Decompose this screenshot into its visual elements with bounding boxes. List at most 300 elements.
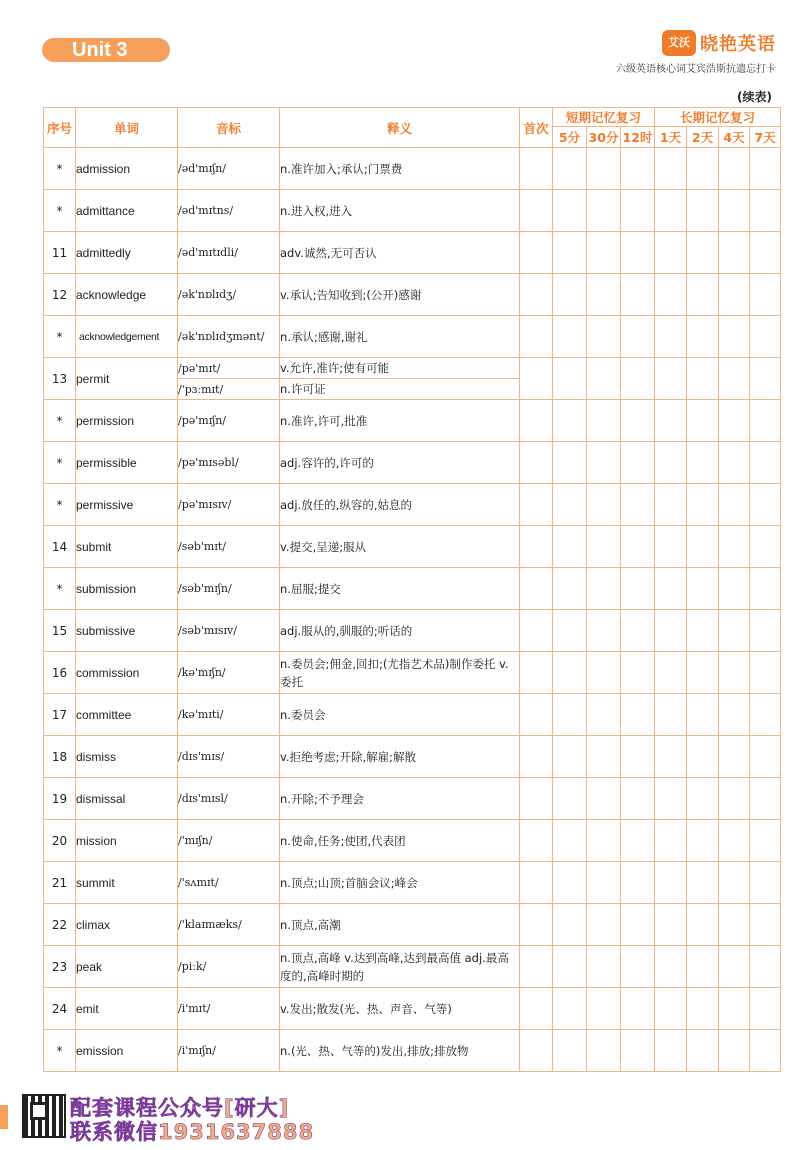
review-check-cell[interactable]	[750, 1030, 781, 1072]
word-cell: admission	[76, 148, 178, 190]
review-check-cell[interactable]	[750, 988, 781, 1030]
review-check-cell[interactable]	[687, 526, 719, 568]
review-check-cell[interactable]	[655, 442, 687, 484]
review-check-cell[interactable]	[719, 862, 750, 904]
first-check-cell[interactable]	[520, 736, 553, 778]
table-row	[44, 442, 781, 484]
header-long-review: 长期记忆复习	[655, 108, 781, 127]
review-check-cell[interactable]	[553, 274, 587, 316]
review-check-cell[interactable]	[655, 652, 687, 694]
review-check-cell[interactable]	[687, 652, 719, 694]
brand-logo-icon: 艾沃	[662, 30, 696, 56]
review-check-cell[interactable]	[655, 526, 687, 568]
review-check-cell[interactable]	[587, 232, 621, 274]
review-check-cell[interactable]	[750, 862, 781, 904]
review-check-cell[interactable]	[687, 358, 719, 400]
review-check-cell[interactable]	[750, 484, 781, 526]
first-check-cell[interactable]	[520, 778, 553, 820]
review-check-cell[interactable]	[655, 274, 687, 316]
table-row	[44, 190, 781, 232]
review-check-cell[interactable]	[655, 148, 687, 190]
first-check-cell[interactable]	[520, 568, 553, 610]
review-check-cell[interactable]	[655, 736, 687, 778]
review-check-cell[interactable]	[587, 148, 621, 190]
review-check-cell[interactable]	[621, 358, 655, 400]
row-number: 11	[44, 232, 76, 274]
review-check-cell[interactable]	[587, 652, 621, 694]
table-row	[44, 988, 781, 1030]
review-check-cell[interactable]	[719, 316, 750, 358]
review-check-cell[interactable]	[587, 442, 621, 484]
table-row	[44, 862, 781, 904]
row-number: *	[44, 400, 76, 442]
table-row	[44, 946, 781, 988]
word-cell: emit	[76, 988, 178, 1030]
review-check-cell[interactable]	[719, 610, 750, 652]
table-row	[44, 736, 781, 778]
review-check-cell[interactable]	[621, 610, 655, 652]
review-check-cell[interactable]	[587, 862, 621, 904]
review-check-cell[interactable]	[587, 988, 621, 1030]
review-check-cell[interactable]	[553, 400, 587, 442]
table-row	[44, 232, 781, 274]
first-check-cell[interactable]	[520, 652, 553, 694]
review-check-cell[interactable]	[750, 568, 781, 610]
review-check-cell[interactable]	[750, 904, 781, 946]
row-number: 13	[44, 358, 76, 400]
review-check-cell[interactable]	[621, 862, 655, 904]
meaning-cell: n.顶点,高潮	[280, 904, 520, 946]
review-check-cell[interactable]	[587, 316, 621, 358]
review-check-cell[interactable]	[655, 778, 687, 820]
review-check-cell[interactable]	[621, 652, 655, 694]
header-short-col: 30分	[587, 127, 621, 148]
review-check-cell[interactable]	[719, 820, 750, 862]
phonetic-cell: /kə'mɪti/	[178, 694, 280, 736]
phonetic-cell: /dɪs'mɪsl/	[178, 778, 280, 820]
first-check-cell[interactable]	[520, 442, 553, 484]
review-check-cell[interactable]	[621, 820, 655, 862]
meaning-cell: n.进入权,进入	[280, 190, 520, 232]
review-check-cell[interactable]	[587, 358, 621, 400]
review-check-cell[interactable]	[719, 232, 750, 274]
footer-promo	[0, 1090, 330, 1145]
review-check-cell[interactable]	[687, 316, 719, 358]
review-check-cell[interactable]	[750, 820, 781, 862]
vocab-table	[43, 107, 781, 1072]
word-cell: permit	[76, 358, 178, 400]
review-check-cell[interactable]	[719, 400, 750, 442]
table-row	[44, 316, 781, 358]
meaning-cell: n.委员会	[280, 694, 520, 736]
review-check-cell[interactable]	[687, 694, 719, 736]
row-number: 17	[44, 694, 76, 736]
review-check-cell[interactable]	[621, 484, 655, 526]
review-check-cell[interactable]	[553, 1030, 587, 1072]
first-check-cell[interactable]	[520, 190, 553, 232]
row-number: *	[44, 568, 76, 610]
phonetic-cell: /səb'mɪʃn/	[178, 568, 280, 610]
review-check-cell[interactable]	[687, 862, 719, 904]
table-row	[44, 1030, 781, 1072]
review-check-cell[interactable]	[655, 904, 687, 946]
row-number: 20	[44, 820, 76, 862]
review-check-cell[interactable]	[553, 190, 587, 232]
phonetic-cell: /kə'mɪʃn/	[178, 652, 280, 694]
row-number: *	[44, 316, 76, 358]
table-row	[44, 778, 781, 820]
review-check-cell[interactable]	[587, 1030, 621, 1072]
review-check-cell[interactable]	[750, 946, 781, 988]
word-cell: admittedly	[76, 232, 178, 274]
qr-code-icon	[22, 1094, 66, 1138]
row-number: 21	[44, 862, 76, 904]
review-check-cell[interactable]	[621, 274, 655, 316]
word-cell: permission	[76, 400, 178, 442]
first-check-cell[interactable]	[520, 1030, 553, 1072]
first-check-cell[interactable]	[520, 148, 553, 190]
review-check-cell[interactable]	[750, 526, 781, 568]
phonetic-cell: /pə'mɪʃn/	[178, 400, 280, 442]
first-check-cell[interactable]	[520, 274, 553, 316]
row-number: *	[44, 190, 76, 232]
phonetic-cell: /'pɜːmɪt/	[178, 379, 280, 400]
meaning-cell: n.顶点;山顶;首脑会议;峰会	[280, 862, 520, 904]
review-check-cell[interactable]	[553, 358, 587, 400]
table-row	[44, 484, 781, 526]
review-check-cell[interactable]	[621, 190, 655, 232]
review-check-cell[interactable]	[719, 442, 750, 484]
review-check-cell[interactable]	[587, 820, 621, 862]
word-cell: commission	[76, 652, 178, 694]
review-check-cell[interactable]	[587, 694, 621, 736]
footer-line-1: 配套课程公众号[研大]	[70, 1096, 290, 1120]
row-number: *	[44, 1030, 76, 1072]
review-check-cell[interactable]	[621, 148, 655, 190]
table-row	[44, 568, 781, 610]
table-row	[44, 820, 781, 862]
meaning-cell: n.准许,许可,批准	[280, 400, 520, 442]
meaning-cell: n.准许加入;承认;门票费	[280, 148, 520, 190]
row-number: 18	[44, 736, 76, 778]
review-check-cell[interactable]	[750, 610, 781, 652]
row-number: 15	[44, 610, 76, 652]
table-row	[44, 652, 781, 694]
phonetic-cell: /ək'nɒlɪdʒmənt/	[178, 316, 280, 358]
header-word: 单词	[76, 108, 178, 148]
review-check-cell[interactable]	[719, 484, 750, 526]
review-check-cell[interactable]	[621, 316, 655, 358]
word-cell: permissive	[76, 484, 178, 526]
review-check-cell[interactable]	[655, 610, 687, 652]
word-cell: dismiss	[76, 736, 178, 778]
first-check-cell[interactable]	[520, 610, 553, 652]
row-number: *	[44, 442, 76, 484]
row-number: 19	[44, 778, 76, 820]
table-row	[44, 694, 781, 736]
first-check-cell[interactable]	[520, 946, 553, 988]
meaning-cell: n.委员会;佣金,回扣;(尤指艺术品)制作委托 v.委托	[280, 652, 520, 694]
review-check-cell[interactable]	[687, 400, 719, 442]
review-check-cell[interactable]	[621, 988, 655, 1030]
word-cell: submissive	[76, 610, 178, 652]
review-check-cell[interactable]	[687, 232, 719, 274]
header-num: 序号	[44, 108, 76, 148]
unit-label: Unit 3	[42, 38, 170, 62]
row-number: 16	[44, 652, 76, 694]
brand-subtitle: 六级英语核心词艾宾浩斯抗遗忘打卡	[616, 64, 776, 75]
review-check-cell[interactable]	[655, 232, 687, 274]
word-cell: submit	[76, 526, 178, 568]
meaning-cell: n.顶点,高峰 v.达到高峰,达到最高值 adj.最高度的,高峰时期的	[280, 946, 520, 988]
phonetic-cell: /səb'mɪt/	[178, 526, 280, 568]
first-check-cell[interactable]	[520, 862, 553, 904]
review-check-cell[interactable]	[587, 190, 621, 232]
review-check-cell[interactable]	[553, 946, 587, 988]
row-number: 24	[44, 988, 76, 1030]
word-cell: peak	[76, 946, 178, 988]
review-check-cell[interactable]	[587, 904, 621, 946]
review-check-cell[interactable]	[687, 442, 719, 484]
review-check-cell[interactable]	[587, 484, 621, 526]
review-check-cell[interactable]	[621, 778, 655, 820]
review-check-cell[interactable]	[719, 778, 750, 820]
first-check-cell[interactable]	[520, 988, 553, 1030]
review-check-cell[interactable]	[655, 988, 687, 1030]
header-long-col: 7天	[750, 127, 781, 148]
review-check-cell[interactable]	[553, 442, 587, 484]
review-check-cell[interactable]	[553, 988, 587, 1030]
review-check-cell[interactable]	[750, 148, 781, 190]
review-check-cell[interactable]	[750, 442, 781, 484]
meaning-cell: adv.诚然,无可否认	[280, 232, 520, 274]
review-check-cell[interactable]	[553, 148, 587, 190]
review-check-cell[interactable]	[553, 316, 587, 358]
review-check-cell[interactable]	[587, 400, 621, 442]
review-check-cell[interactable]	[655, 316, 687, 358]
row-number: 23	[44, 946, 76, 988]
meaning-cell: v.拒绝考虑;开除,解雇;解散	[280, 736, 520, 778]
phonetic-cell: /'sʌmɪt/	[178, 862, 280, 904]
review-check-cell[interactable]	[750, 736, 781, 778]
review-check-cell[interactable]	[719, 1030, 750, 1072]
row-number: 14	[44, 526, 76, 568]
review-check-cell[interactable]	[655, 358, 687, 400]
review-check-cell[interactable]	[621, 694, 655, 736]
review-check-cell[interactable]	[719, 988, 750, 1030]
first-check-cell[interactable]	[520, 820, 553, 862]
meaning-cell: n.许可证	[280, 379, 520, 400]
review-check-cell[interactable]	[655, 862, 687, 904]
review-check-cell[interactable]	[687, 820, 719, 862]
row-number: *	[44, 484, 76, 526]
review-check-cell[interactable]	[687, 736, 719, 778]
word-cell: submission	[76, 568, 178, 610]
header-first: 首次	[520, 108, 553, 148]
review-check-cell[interactable]	[621, 736, 655, 778]
meaning-cell: n.(光、热、气等的)发出,排放;排放物	[280, 1030, 520, 1072]
review-check-cell[interactable]	[750, 358, 781, 400]
meaning-cell: adj.放任的,纵容的,姑息的	[280, 484, 520, 526]
review-check-cell[interactable]	[587, 736, 621, 778]
meaning-cell: v.发出;散发(光、热、声音、气等)	[280, 988, 520, 1030]
header-meaning: 释义	[280, 108, 520, 148]
review-check-cell[interactable]	[621, 232, 655, 274]
review-check-cell[interactable]	[687, 946, 719, 988]
word-cell: mission	[76, 820, 178, 862]
review-check-cell[interactable]	[655, 190, 687, 232]
review-check-cell[interactable]	[587, 610, 621, 652]
review-check-cell[interactable]	[553, 694, 587, 736]
header-short-col: 12时	[621, 127, 655, 148]
phonetic-cell: /ək'nɒlɪdʒ/	[178, 274, 280, 316]
review-check-cell[interactable]	[587, 274, 621, 316]
review-check-cell[interactable]	[553, 526, 587, 568]
meaning-cell: n.使命,任务;使团,代表团	[280, 820, 520, 862]
review-check-cell[interactable]	[719, 190, 750, 232]
phonetic-cell: /pə'mɪt/	[178, 358, 280, 379]
word-cell: climax	[76, 904, 178, 946]
review-check-cell[interactable]	[687, 610, 719, 652]
review-check-cell[interactable]	[587, 526, 621, 568]
phonetic-cell: /pə'mɪsɪv/	[178, 484, 280, 526]
review-check-cell[interactable]	[553, 484, 587, 526]
review-check-cell[interactable]	[687, 1030, 719, 1072]
review-check-cell[interactable]	[719, 694, 750, 736]
header-phonetic: 音标	[178, 108, 280, 148]
table-row	[44, 274, 781, 316]
review-check-cell[interactable]	[587, 568, 621, 610]
review-check-cell[interactable]	[621, 442, 655, 484]
first-check-cell[interactable]	[520, 526, 553, 568]
review-check-cell[interactable]	[553, 652, 587, 694]
phonetic-cell: /i'mɪʃn/	[178, 1030, 280, 1072]
word-cell: acknowledgement	[76, 316, 178, 358]
phonetic-cell: /əd'mɪtns/	[178, 190, 280, 232]
header-short-review: 短期记忆复习	[553, 108, 655, 127]
table-row	[44, 148, 781, 190]
first-check-cell[interactable]	[520, 904, 553, 946]
review-check-cell[interactable]	[687, 274, 719, 316]
first-check-cell[interactable]	[520, 484, 553, 526]
review-check-cell[interactable]	[719, 274, 750, 316]
phonetic-cell: /əd'mɪtɪdli/	[178, 232, 280, 274]
phonetic-cell: /əd'mɪʃn/	[178, 148, 280, 190]
review-check-cell[interactable]	[655, 568, 687, 610]
review-check-cell[interactable]	[719, 568, 750, 610]
word-cell: admittance	[76, 190, 178, 232]
word-cell: committee	[76, 694, 178, 736]
table-row	[44, 526, 781, 568]
review-check-cell[interactable]	[553, 736, 587, 778]
review-check-cell[interactable]	[621, 526, 655, 568]
first-check-cell[interactable]	[520, 232, 553, 274]
table-row	[44, 904, 781, 946]
meaning-cell: adj.服从的,驯服的;听话的	[280, 610, 520, 652]
first-check-cell[interactable]	[520, 694, 553, 736]
review-check-cell[interactable]	[553, 568, 587, 610]
continued-label: (续表)	[737, 90, 772, 104]
word-cell: permissible	[76, 442, 178, 484]
word-cell: dismissal	[76, 778, 178, 820]
table-row	[44, 610, 781, 652]
table-row	[44, 358, 781, 379]
review-check-cell[interactable]	[719, 946, 750, 988]
row-number: *	[44, 148, 76, 190]
review-check-cell[interactable]	[750, 190, 781, 232]
review-check-cell[interactable]	[750, 274, 781, 316]
review-check-cell[interactable]	[655, 946, 687, 988]
review-check-cell[interactable]	[750, 316, 781, 358]
review-check-cell[interactable]	[621, 568, 655, 610]
meaning-cell: n.开除;不予理会	[280, 778, 520, 820]
review-check-cell[interactable]	[719, 652, 750, 694]
meaning-cell: adj.容许的,许可的	[280, 442, 520, 484]
first-check-cell[interactable]	[520, 316, 553, 358]
meaning-cell: v.提交,呈递;服从	[280, 526, 520, 568]
row-number: 12	[44, 274, 76, 316]
review-check-cell[interactable]	[687, 778, 719, 820]
review-check-cell[interactable]	[655, 400, 687, 442]
review-check-cell[interactable]	[719, 904, 750, 946]
review-check-cell[interactable]	[687, 568, 719, 610]
phonetic-cell: /pə'mɪsəbl/	[178, 442, 280, 484]
review-check-cell[interactable]	[553, 820, 587, 862]
review-check-cell[interactable]	[621, 946, 655, 988]
table-row	[44, 400, 781, 442]
review-check-cell[interactable]	[655, 1030, 687, 1072]
review-check-cell[interactable]	[553, 904, 587, 946]
review-check-cell[interactable]	[553, 778, 587, 820]
header-long-col: 4天	[719, 127, 750, 148]
review-check-cell[interactable]	[553, 610, 587, 652]
review-check-cell[interactable]	[621, 904, 655, 946]
review-check-cell[interactable]	[719, 148, 750, 190]
header-long-col: 2天	[687, 127, 719, 148]
review-check-cell[interactable]	[655, 820, 687, 862]
review-check-cell[interactable]	[687, 148, 719, 190]
phonetic-cell: /səb'mɪsɪv/	[178, 610, 280, 652]
review-check-cell[interactable]	[687, 988, 719, 1030]
review-check-cell[interactable]	[621, 400, 655, 442]
review-check-cell[interactable]	[687, 904, 719, 946]
word-cell: acknowledge	[76, 274, 178, 316]
review-check-cell[interactable]	[719, 358, 750, 400]
review-check-cell[interactable]	[750, 778, 781, 820]
review-check-cell[interactable]	[587, 778, 621, 820]
header-short-col: 5分	[553, 127, 587, 148]
brand-name: 晓艳英语	[700, 34, 776, 55]
review-check-cell[interactable]	[750, 694, 781, 736]
first-check-cell[interactable]	[520, 358, 553, 400]
review-check-cell[interactable]	[621, 1030, 655, 1072]
review-check-cell[interactable]	[553, 862, 587, 904]
meaning-cell: n.屈服;提交	[280, 568, 520, 610]
row-number: 22	[44, 904, 76, 946]
review-check-cell[interactable]	[687, 484, 719, 526]
review-check-cell[interactable]	[750, 652, 781, 694]
review-check-cell[interactable]	[750, 400, 781, 442]
review-check-cell[interactable]	[553, 232, 587, 274]
first-check-cell[interactable]	[520, 400, 553, 442]
review-check-cell[interactable]	[750, 232, 781, 274]
review-check-cell[interactable]	[655, 694, 687, 736]
review-check-cell[interactable]	[587, 946, 621, 988]
review-check-cell[interactable]	[687, 190, 719, 232]
review-check-cell[interactable]	[655, 484, 687, 526]
review-check-cell[interactable]	[719, 736, 750, 778]
review-check-cell[interactable]	[719, 526, 750, 568]
